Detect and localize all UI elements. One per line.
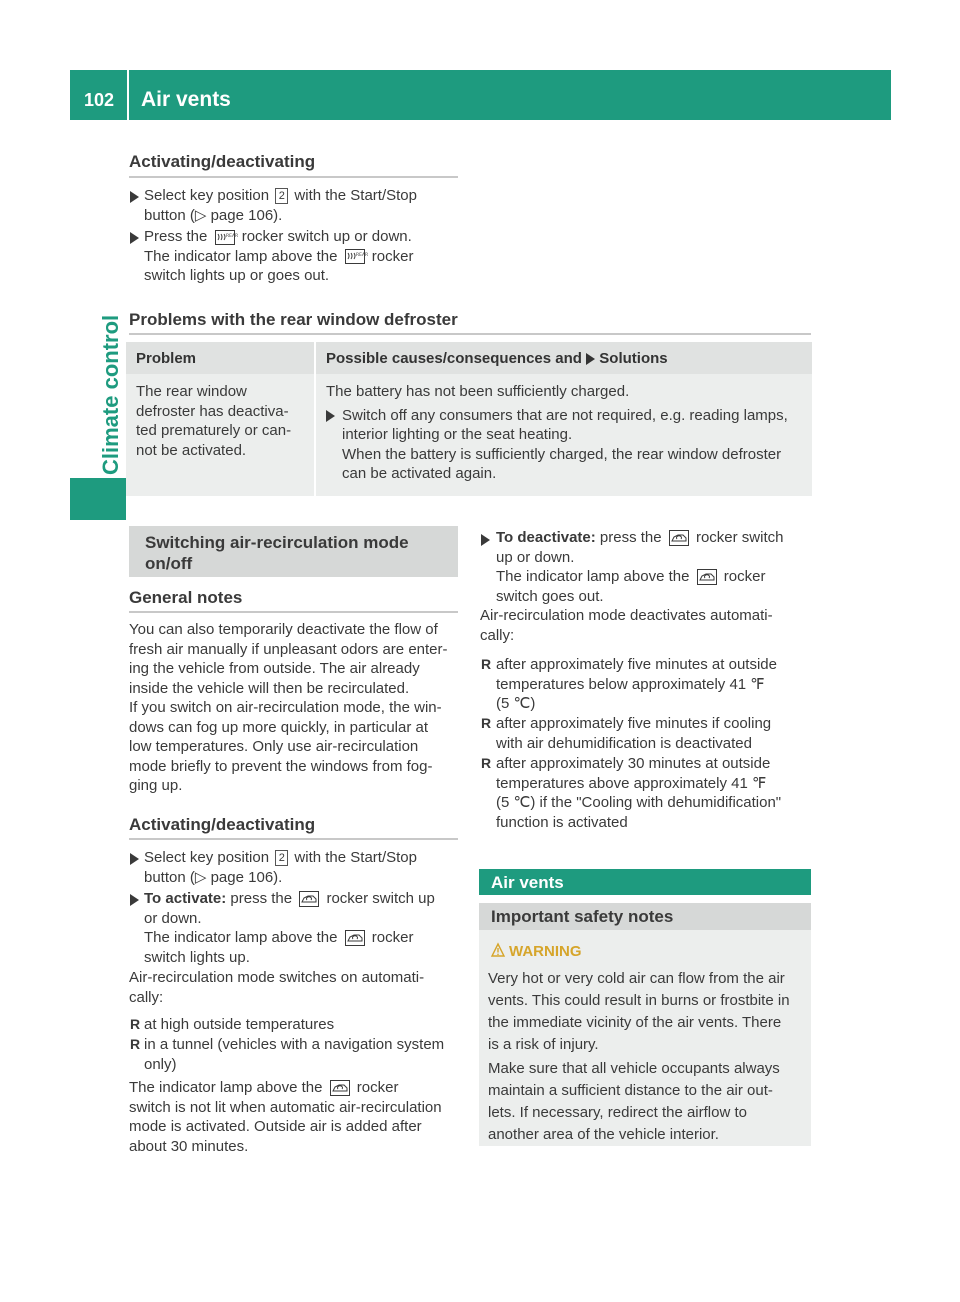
bullet-icon: R bbox=[481, 755, 492, 771]
text-line: only) bbox=[144, 1055, 177, 1073]
step-text: up or down. bbox=[496, 548, 575, 566]
header-title: Air vents bbox=[141, 88, 231, 111]
bullet-icon: R bbox=[130, 1036, 141, 1052]
page-link[interactable]: page 106). bbox=[210, 868, 283, 886]
bullet-icon: R bbox=[130, 1016, 141, 1032]
bullet-icon: R bbox=[481, 656, 492, 672]
text-line: mode is activated. Outside air is added after bbox=[129, 1118, 422, 1135]
paragraph bbox=[129, 620, 463, 698]
text-line: cally: bbox=[129, 988, 164, 1006]
text-line: maintain a sufficient distance to the air out- bbox=[488, 1082, 773, 1099]
page-link[interactable]: page 106). bbox=[210, 206, 283, 224]
page-ref-icon: ▷ bbox=[194, 206, 207, 224]
cell-line: can be activated again. bbox=[342, 465, 497, 482]
svg-text:REAR: REAR bbox=[225, 233, 238, 239]
step-text: rocker switch bbox=[695, 529, 784, 546]
section-heading: Problems with the rear window defroster bbox=[129, 310, 458, 329]
air-recirculation-icon bbox=[330, 1080, 350, 1096]
air-recirculation-icon bbox=[669, 530, 689, 546]
text-line: You can also temporarily deactivate the flow of bbox=[129, 621, 438, 638]
divider bbox=[129, 176, 458, 178]
cell-line: not be activated. bbox=[136, 441, 247, 459]
text-line: after approximately five minutes at outside bbox=[496, 656, 777, 673]
step-arrow-icon bbox=[130, 232, 139, 244]
text-line: cally: bbox=[480, 626, 515, 644]
text-line: rocker bbox=[356, 1079, 399, 1096]
table-header: Problem bbox=[126, 342, 314, 374]
text-line: dows can fog up more quickly, in particular at bbox=[129, 718, 429, 736]
key-position-icon: 2 bbox=[275, 188, 288, 204]
text-line: vents. This could result in burns or frostbite in bbox=[488, 992, 790, 1009]
step-arrow-icon bbox=[326, 410, 335, 422]
text-line: Air-recirculation mode deactivates automati- bbox=[480, 607, 773, 624]
problems-table bbox=[126, 342, 812, 496]
divider bbox=[129, 611, 458, 613]
subsection-banner bbox=[479, 903, 811, 930]
text-line: Air-recirculation mode switches on automati- bbox=[129, 969, 425, 986]
list-item bbox=[496, 754, 816, 832]
air-recirculation-icon bbox=[345, 930, 365, 946]
step-label: To deactivate: bbox=[496, 529, 596, 546]
step-label: To activate: bbox=[144, 890, 227, 907]
header-divider bbox=[127, 70, 129, 120]
arrow-icon bbox=[586, 353, 595, 365]
warning-label: WARNING bbox=[509, 943, 582, 960]
instruction-step bbox=[496, 528, 816, 606]
cell-line: Switch off any consumers that are not required, e.g. reading lamps, bbox=[342, 406, 788, 424]
subheading: Activating/deactivating bbox=[129, 815, 316, 834]
text-line: ging up. bbox=[129, 777, 183, 794]
text-line: in a tunnel (vehicles with a navigation system bbox=[144, 1036, 445, 1053]
step-text: or down. bbox=[144, 909, 202, 927]
text-line: temperatures above approximately 41 ℉ bbox=[496, 774, 767, 792]
text-line: about 30 minutes. bbox=[129, 1137, 249, 1155]
instruction-step bbox=[144, 889, 464, 967]
section-heading: Air vents bbox=[491, 873, 564, 892]
page-header bbox=[70, 70, 891, 120]
text-line: inside the vehicle will then be recirculated. bbox=[129, 679, 410, 697]
warning-text bbox=[488, 968, 810, 1056]
key-position-icon: 2 bbox=[275, 850, 288, 866]
cell-line: interior lighting or the seat heating. bbox=[342, 426, 573, 443]
text-line: lets. If necessary, redirect the airflow to bbox=[488, 1104, 747, 1121]
heading-line: on/off bbox=[145, 554, 193, 573]
text-line: If you switch on air-recirculation mode, the win- bbox=[129, 699, 442, 716]
step-text: with the Start/Stop bbox=[294, 187, 417, 204]
list-item: at high outside temperatures bbox=[144, 1016, 335, 1033]
text-line: Very hot or very cold air can flow from the air bbox=[488, 970, 785, 987]
text-line: with air dehumidification is deactivated bbox=[496, 734, 752, 752]
sidebar-marker bbox=[70, 478, 126, 520]
text-line: function is activated bbox=[496, 813, 628, 831]
air-recirculation-icon bbox=[697, 569, 717, 585]
step-arrow-icon bbox=[130, 191, 139, 203]
list-item bbox=[496, 655, 816, 714]
paragraph bbox=[129, 698, 463, 796]
step-text: press the bbox=[230, 890, 293, 907]
step-text: with the Start/Stop bbox=[294, 849, 417, 866]
text-line: The indicator lamp above the bbox=[129, 1079, 323, 1096]
rear-defroster-icon bbox=[345, 249, 368, 264]
text-line: Make sure that all vehicle occupants always bbox=[488, 1060, 780, 1077]
step-text: rocker switch up bbox=[326, 890, 435, 907]
rear-defroster-icon bbox=[215, 230, 238, 245]
list-item bbox=[496, 714, 816, 753]
step-text: The indicator lamp above the bbox=[144, 247, 338, 265]
step-text: switch goes out. bbox=[496, 587, 604, 605]
text-line: (5 ℃) bbox=[496, 695, 536, 712]
subheading: General notes bbox=[129, 588, 243, 607]
text-line: the immediate vicinity of the air vents. There bbox=[488, 1014, 782, 1031]
section-heading-box bbox=[129, 526, 458, 577]
text-line: another area of the vehicle interior. bbox=[488, 1126, 719, 1143]
header-text: Solutions bbox=[599, 349, 668, 367]
paragraph bbox=[129, 968, 463, 1007]
sidebar-label: Climate control bbox=[98, 314, 123, 475]
page-number: 102 bbox=[84, 90, 115, 110]
step-text: rocker bbox=[371, 247, 414, 265]
subsection-heading: Important safety notes bbox=[491, 907, 674, 926]
text-line: is a risk of injury. bbox=[488, 1036, 599, 1053]
warning-text bbox=[488, 1058, 810, 1146]
step-text: rocker bbox=[371, 929, 414, 946]
step-text: switch lights up or goes out. bbox=[144, 267, 330, 284]
cell-line: The rear window bbox=[136, 383, 247, 400]
sidebar-tab bbox=[70, 120, 126, 476]
cell-line: defroster has deactiva- bbox=[136, 402, 289, 420]
text-line: low temperatures. Only use air-recirculation bbox=[129, 738, 419, 755]
text-line: temperatures below approximately 41 ℉ bbox=[496, 675, 765, 693]
table-cell-problem bbox=[126, 374, 314, 496]
step-text: The indicator lamp above the bbox=[144, 929, 338, 946]
page-ref-icon: ▷ bbox=[194, 868, 207, 886]
solution-step bbox=[326, 406, 802, 484]
step-arrow-icon bbox=[130, 853, 139, 865]
paragraph bbox=[129, 1078, 463, 1156]
step-text: Press the bbox=[144, 228, 208, 245]
text-line: after approximately five minutes if cooling bbox=[496, 715, 772, 732]
instruction-step bbox=[144, 848, 464, 887]
step-text: rocker switch up or down. bbox=[241, 228, 412, 245]
air-recirculation-icon bbox=[299, 891, 319, 907]
step-text: Select key position bbox=[144, 187, 270, 204]
bullet-icon: R bbox=[481, 715, 492, 731]
header-text: Possible causes/consequences and bbox=[326, 349, 582, 367]
paragraph bbox=[480, 606, 814, 645]
instruction-step bbox=[144, 186, 464, 225]
svg-text:REAR: REAR bbox=[355, 253, 368, 259]
step-text: rocker bbox=[723, 568, 766, 585]
warning-triangle-icon bbox=[491, 943, 505, 957]
cell-line: ted prematurely or can- bbox=[136, 422, 292, 439]
cause-text: The battery has not been sufficiently charged. bbox=[326, 383, 630, 400]
step-text: button ( bbox=[144, 206, 195, 224]
step-text: The indicator lamp above the bbox=[496, 568, 690, 585]
table-header bbox=[316, 342, 812, 374]
text-line: after approximately 30 minutes at outside bbox=[496, 755, 771, 772]
text-line: ing the vehicle from outside. The air already bbox=[129, 660, 420, 677]
text-line: switch is not lit when automatic air-recirculation bbox=[129, 1098, 442, 1116]
text-line: (5 ℃) if the "Cooling with dehumidification" bbox=[496, 794, 782, 811]
section-heading bbox=[145, 532, 409, 574]
divider bbox=[129, 333, 811, 335]
heading-line: Switching air-recirculation mode bbox=[145, 533, 409, 552]
section-heading: Activating/deactivating bbox=[129, 152, 316, 171]
step-text: press the bbox=[599, 529, 662, 546]
cell-line: When the battery is sufficiently charged, the rear window defroster bbox=[342, 445, 782, 463]
text-line: mode briefly to prevent the windows from fog- bbox=[129, 757, 433, 775]
step-arrow-icon bbox=[481, 534, 490, 546]
step-text: switch lights up. bbox=[144, 948, 250, 966]
step-text: button ( bbox=[144, 868, 195, 886]
list-item bbox=[144, 1035, 464, 1074]
divider bbox=[129, 838, 458, 840]
text-line: fresh air manually if unpleasant odors are enter- bbox=[129, 640, 448, 658]
step-text: Select key position bbox=[144, 849, 270, 866]
warning-box bbox=[479, 930, 811, 1146]
step-arrow-icon bbox=[130, 894, 139, 906]
instruction-step bbox=[144, 227, 464, 286]
table-cell-solution bbox=[316, 374, 812, 496]
section-banner bbox=[479, 869, 811, 895]
